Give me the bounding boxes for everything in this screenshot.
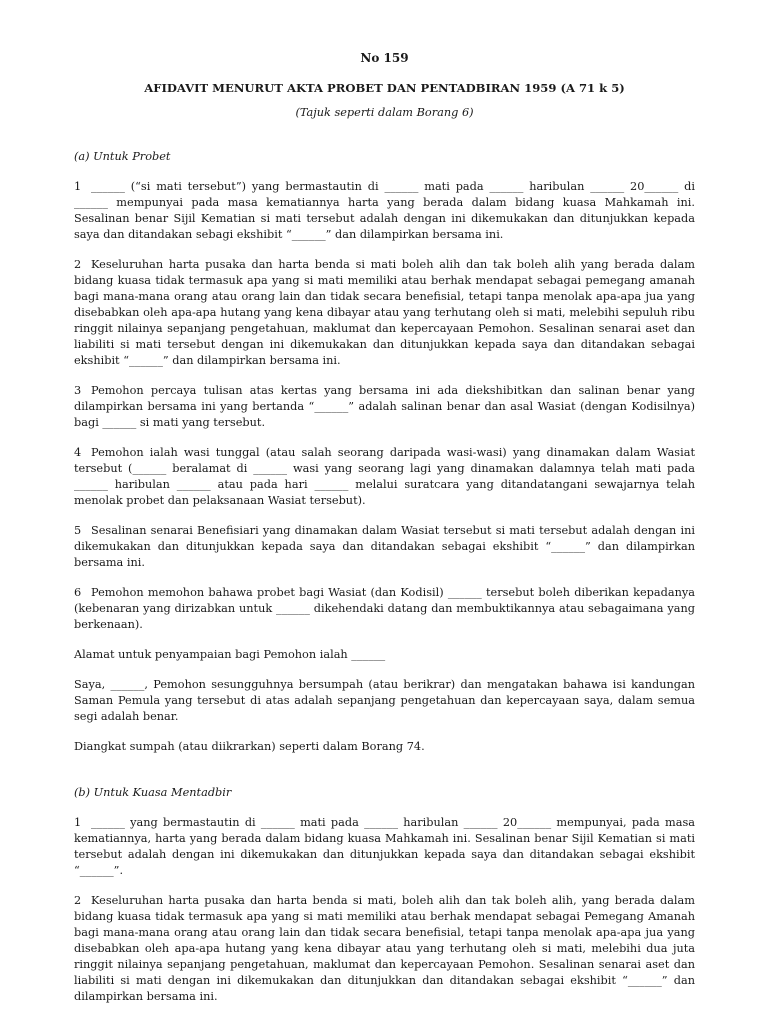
- paragraph-text: ______ yang bermastautin di ______ mati pada ______ haribulan ______ 20______ mempunyai, pada masa kematiannya, harta yang berada dalam bidang kuasa Mahkamah ini. Sesalinan benar Sijil Kematian si mati tersebut adalah dengan ini dikemukakan dan ditunjukkan kepada saya dan ditandakan sebagai ekshibit “______”.: [74, 816, 695, 877]
- probate-paragraph-5: [74, 523, 695, 571]
- paragraph-number: 2: [74, 894, 82, 907]
- paragraph-number: 4: [74, 446, 82, 459]
- probate-paragraph-2: [74, 257, 695, 369]
- paragraph-text: Keseluruhan harta pusaka dan harta benda si mati boleh alih dan tak boleh alih yang berada dalam bidang kuasa tidak termasuk apa yang si mati memiliki atau berhak mendapat sebagai pemegang amanah bagi mana-mana orang atau orang lain dan tidak secara benefisial, tetapi tanpa menolak apa-apa jua yang disebabkan oleh apa-apa hutang yang kena dibayar atau yang terhutang oleh si mati, melebihi sepuluh ribu ringgit nilainya sepanjang pengetahuan, maklumat dan kepercayaan Pemohon. Sesalinan senarai aset dan liabiliti si mati tersebut dengan ini dikemukakan dan ditunjukkan kepada saya dan ditandakan sebagai ekshibit “______” dan dilampirkan bersama ini.: [74, 258, 695, 367]
- paragraph-number: 1: [74, 816, 82, 829]
- document-title: AFIDAVIT MENURUT AKTA PROBET DAN PENTADBIRAN 1959 (A 71 k 5): [144, 81, 625, 95]
- paragraph-text: Pemohon percaya tulisan atas kertas yang bersama ini ada diekshibitkan dan salinan benar yang dilampirkan bersama ini yang bertanda “______” adalah salinan benar dan asal Wasiat (dengan Kodisilnya) bagi ______ si mati yang tersebut.: [74, 384, 695, 429]
- administration-paragraph-2: [74, 893, 695, 1005]
- probate-paragraph-1: [74, 179, 695, 243]
- paragraph-text: Keseluruhan harta pusaka dan harta benda si mati, boleh alih dan tak boleh alih, yang berada dalam bidang kuasa tidak termasuk apa yang si mati memiliki atau berhak mendapat sebagai Pemegang Amanah bagi mana-mana orang atau orang lain dan tidak secara benefisial, tetapi tanpa menolak apa-apa jua yang disebabkan oleh apa-apa hutang yang kena dibayar atau yang terhutang oleh si mati, melebihi dua juta ringgit nilainya sepanjang pengetahuan, maklumat dan kepercayaan Pemohon. Sesalinan senarai aset dan liabiliti si mati dengan ini dikemukakan dan ditunjukkan dan ditandakan sebagai ekshibit “______” dan dilampirkan bersama ini.: [74, 894, 695, 1003]
- paragraph-text: Sesalinan senarai Benefisiari yang dinamakan dalam Wasiat tersebut si mati tersebut adalah dengan ini dikemukakan dan ditunjukkan kepada saya dan ditandakan sebagai ekshibit “______” dan dilampirkan bersama ini.: [74, 524, 695, 569]
- probate-paragraph-3: [74, 383, 695, 431]
- paragraph-number: 6: [74, 586, 82, 599]
- sworn-statement: Diangkat sumpah (atau diikrarkan) seperti dalam Borang 74.: [74, 740, 425, 753]
- administration-paragraph-1: [74, 815, 695, 879]
- document-subtitle: (Tajuk seperti dalam Borang 6): [295, 106, 474, 119]
- service-address-line: Alamat untuk penyampaian bagi Pemohon ialah ______: [74, 648, 386, 661]
- paragraph-text: ______ (“si mati tersebut”) yang bermastautin di ______ mati pada ______ haribulan ______ 20______ di ______ mempunyai pada masa kematiannya harta yang berada dalam bidang kuasa Mahkamah ini. Sesalinan benar Sijil Kematian si mati tersebut adalah dengan ini dikemukakan dan ditunjukkan kepada saya dan ditandakan sebagi ekshibit “______” dan dilampirkan bersama ini.: [74, 180, 695, 241]
- document-page: [74, 50, 695, 1019]
- oath-statement: Saya, ______, Pemohon sesungguhnya bersumpah (atau berikrar) dan mengatakan bahawa isi kandungan Saman Pemula yang tersebut di atas adalah sepanjang pengetahuan dan kepercayaan saya, dalam semua segi adalah benar.: [74, 678, 695, 723]
- paragraph-number: 5: [74, 524, 82, 537]
- paragraph-text: Pemohon ialah wasi tunggal (atau salah seorang daripada wasi-wasi) yang dinamakan dalam Wasiat tersebut (______ beralamat di ______ wasi yang seorang lagi yang dinamakan dalamnya telah mati pada ______ haribulan ______ atau pada hari ______ melalui suratcara yang ditandatangani sewajarnya telah menolak probet dan pelaksanaan Wasiat tersebut).: [74, 446, 695, 507]
- probate-paragraph-6: [74, 585, 695, 633]
- paragraph-number: 1: [74, 180, 82, 193]
- paragraph-number: 2: [74, 258, 82, 271]
- paragraph-text: Pemohon memohon bahawa probet bagi Wasiat (dan Kodisil) ______ tersebut boleh diberikan kepadanya (kebenaran yang dirizabkan untuk ______ dikehendaki datang dan membuktikannya atau sebagaimana yang berkenaan).: [74, 586, 695, 631]
- section-a-heading: (a) Untuk Probet: [74, 150, 171, 163]
- paragraph-number: 3: [74, 384, 82, 397]
- section-b-heading: (b) Untuk Kuasa Mentadbir: [74, 786, 232, 799]
- form-number: No 159: [360, 51, 409, 65]
- probate-paragraph-4: [74, 445, 695, 509]
